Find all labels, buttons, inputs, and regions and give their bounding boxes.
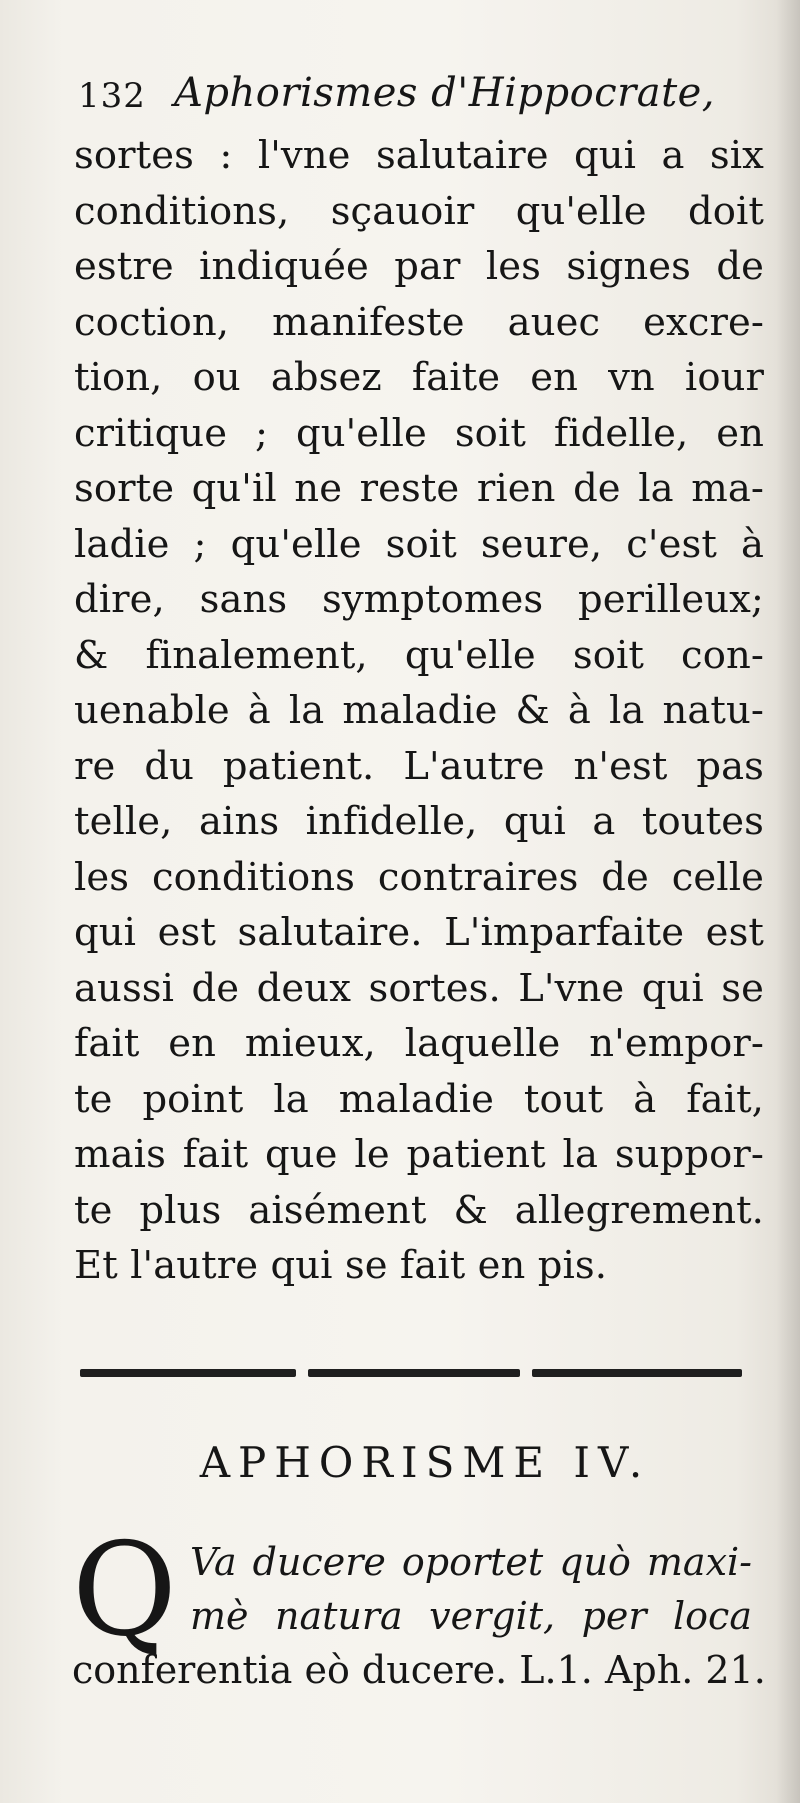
page-number: 132 xyxy=(78,76,146,116)
section-heading: APHORISME IV. xyxy=(199,1438,651,1487)
latin-line: Va ducere oportet quò maxi- xyxy=(190,1540,752,1584)
page-edge-shadow xyxy=(776,0,800,1803)
body-line: Et l'autre qui se fait en pis. xyxy=(74,1243,608,1288)
body-line: estre indiquée par les signes de xyxy=(74,244,764,289)
body-line: coction, manifeste auec excre- xyxy=(74,299,764,345)
body-line: aussi de deux sortes. L'vne qui se xyxy=(74,965,764,1011)
body-line: les conditions contraires de celle xyxy=(74,854,764,900)
divider-rule xyxy=(532,1369,742,1377)
body-text xyxy=(74,128,764,1294)
latin-line: mè natura vergit, per loca xyxy=(190,1594,752,1638)
body-line: telle, ains infidelle, qui a toutes xyxy=(74,799,764,844)
body-line: mais fait que le patient la suppor- xyxy=(74,1132,764,1177)
drop-cap: Q xyxy=(72,1516,177,1665)
body-line: & finalement, qu'elle soit con- xyxy=(74,632,764,678)
body-line: uenable à la maladie & à la natu- xyxy=(74,688,764,733)
running-title: Aphorismes d'Hippocrate, xyxy=(174,70,716,116)
body-line: fait en mieux, laquelle n'empor- xyxy=(74,1021,764,1066)
running-head xyxy=(78,70,718,120)
body-line: critique ; qu'elle soit fidelle, en xyxy=(74,410,764,456)
divider-rule xyxy=(80,1369,296,1377)
body-line: ladie ; qu'elle soit seure, c'est à xyxy=(74,521,764,567)
section-divider xyxy=(80,1367,742,1381)
body-line: dire, sans symptomes perilleux; xyxy=(74,577,764,622)
body-line: conditions, sçauoir qu'elle doit xyxy=(74,188,764,234)
latin-aphorism xyxy=(72,1516,766,1715)
body-line: te plus aisément & allegrement. xyxy=(74,1187,764,1233)
body-line: sorte qu'il ne reste rien de la ma- xyxy=(74,466,764,511)
body-line: qui est salutaire. L'imparfaite est xyxy=(74,910,764,955)
latin-line: conferentia eò ducere. L.1. Aph. 21. xyxy=(72,1648,766,1692)
body-line: sortes : l'vne salutaire qui a six xyxy=(74,133,764,178)
body-line: re du patient. L'autre n'est pas xyxy=(74,743,764,789)
body-line: te point la maladie tout à fait, xyxy=(74,1076,764,1122)
divider-rule xyxy=(308,1369,520,1377)
body-line: tion, ou absez faite en vn iour xyxy=(74,355,764,400)
